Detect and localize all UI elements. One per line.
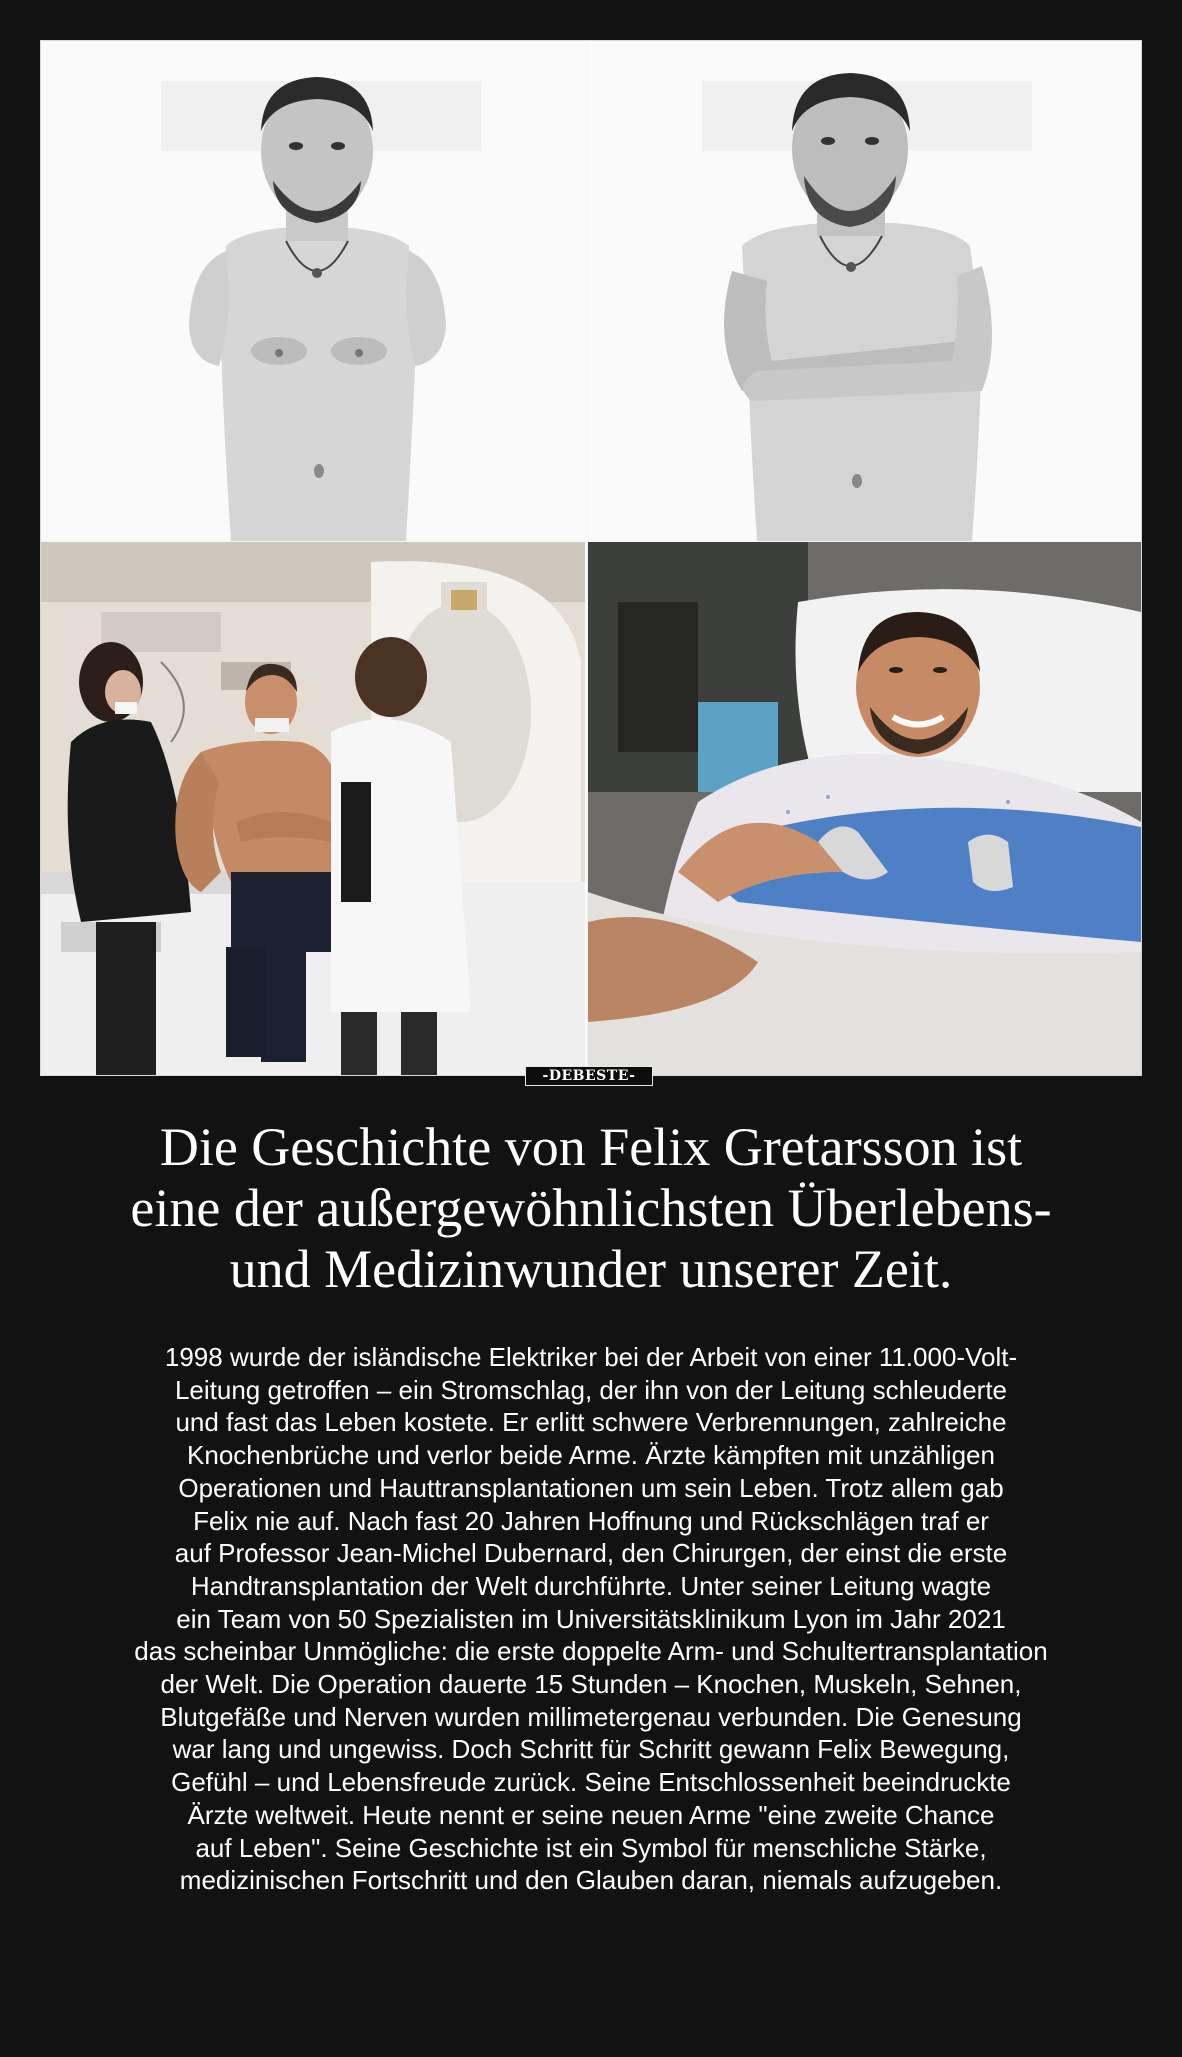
photo-collage — [40, 40, 1142, 1076]
after-photo — [592, 41, 1141, 541]
story-line: Operationen und Hauttransplantationen um sein Leben. Trotz allem gab — [178, 1472, 1004, 1503]
story-line: Leitung getroffen – ein Stromschlag, der ihn von der Leitung schleuderte — [174, 1374, 1008, 1405]
watermark-logo: -DEBESTE- — [525, 1066, 653, 1086]
headline-line: eine der außergewöhnlichsten Überlebens- — [130, 1178, 1052, 1238]
headline-line: Die Geschichte von Felix Gretarsson ist — [159, 1117, 1023, 1177]
story-line: Knochenbrüche und verlor beide Arme. Ärzte kämpften mit unzähligen — [187, 1440, 995, 1471]
story-text — [30, 1341, 1152, 1897]
story-line: 1998 wurde der isländische Elektriker bei der Arbeit von einer 11.000-Volt- — [164, 1342, 1018, 1372]
story-line: Felix nie auf. Nach fast 20 Jahren Hoffnung und Rückschlägen traf er — [193, 1505, 989, 1536]
headline-line: und Medizinwunder unserer Zeit. — [229, 1239, 953, 1299]
before-photo — [41, 41, 591, 541]
story-line: auf Leben". Seine Geschichte ist ein Symbol für menschliche Stärke, — [195, 1832, 987, 1863]
story-line: Blutgefäße und Nerven wurden millimetergenau verbunden. Die Genesung — [160, 1701, 1022, 1732]
headline — [50, 1117, 1132, 1300]
hospital-photo — [41, 542, 585, 1075]
story-line: Handtransplantation der Welt durchführte. Unter seiner Leitung wagte — [190, 1570, 992, 1601]
story-line: und fast das Leben kostete. Er erlitt schwere Verbrennungen, zahlreiche — [175, 1407, 1007, 1438]
story-line: Gefühl – und Lebensfreude zurück. Seine Entschlossenheit beeindruckte — [171, 1767, 1011, 1798]
story-line: medizinischen Fortschritt und den Glauben daran, niemals aufzugeben. — [179, 1865, 1003, 1896]
story-line: das scheinbar Unmögliche: die erste doppelte Arm- und Schultertransplantation — [134, 1636, 1048, 1667]
story-line: der Welt. Die Operation dauerte 15 Stunden – Knochen, Muskeln, Sehnen, — [160, 1669, 1022, 1700]
story-line: ein Team von 50 Spezialisten im Universitätsklinikum Lyon im Jahr 2021 — [176, 1603, 1006, 1634]
recovery-photo — [588, 542, 1141, 1075]
story-line: war lang und ungewiss. Doch Schritt für Schritt gewann Felix Bewegung, — [172, 1734, 1010, 1765]
story-line: auf Professor Jean-Michel Dubernard, den Chirurgen, der einst die erste — [174, 1538, 1008, 1569]
story-line: Ärzte weltweit. Heute nennt er seine neuen Arme "eine zweite Chance — [187, 1799, 995, 1830]
